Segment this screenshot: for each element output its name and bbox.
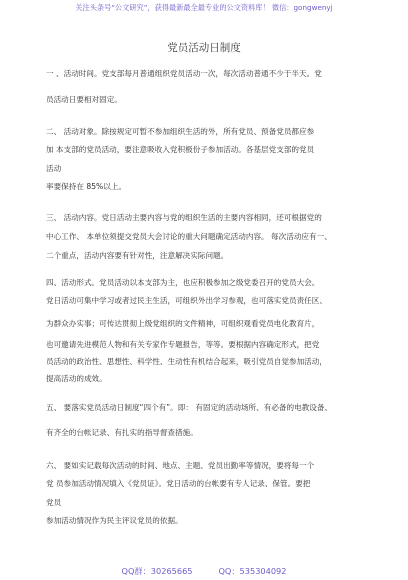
top-banner: 关注头条号“公文研究”，获得最新最全最专业的公文资料库！ 微信：gongwenyj bbox=[75, 3, 333, 12]
paragraph-line: 二、 活动对象。除按规定可暂不参加组织生活的外，所有党员、预备党员都应参 bbox=[46, 127, 315, 136]
paragraph-line: 员活动的政治性、思想性、科学性、生动性有机结合起来，吸引党员自觉参加活动， bbox=[46, 357, 327, 366]
qq-group-label: QQ群：30265665 bbox=[121, 566, 193, 576]
paragraph-line: 四、活动形式。党员活动以本支部为主，也应积极参加之级党委召开的党员大会。 bbox=[46, 278, 320, 287]
paragraph-line: 党日活动可集中学习或者过民主生活，可组织外出学习参观，也可落实党员责任区、 bbox=[46, 296, 327, 305]
paragraph-line: 活动 bbox=[46, 164, 62, 173]
paragraph-line: 为群众办实事；可传达贯彻上级党组织的文件精神，可组织观看党员电化教育片， bbox=[46, 319, 320, 328]
paragraph-line: 参加活动情况作为民主评议党员的依据。 bbox=[46, 516, 183, 525]
paragraph-line: 党员 bbox=[46, 498, 62, 507]
paragraph-line: 员活动日要相对固定。 bbox=[46, 95, 122, 104]
paragraph-line: 六、 要如实记载每次活动的时间、地点、主题、党员出勤率等情况，要将每一个 bbox=[46, 461, 315, 470]
page-title: 党员活动日制度 bbox=[167, 42, 241, 54]
paragraph-line: 也可邀请先进模范人物和有关专家作专题报告，等等。要根据内容确定形式，把党 bbox=[46, 340, 320, 349]
footer-contact bbox=[0, 566, 408, 577]
paragraph-line: 中心工作、 本单位须提交党员大会讨论的重大问题确定活动内容。 每次活动应有一、 bbox=[46, 232, 332, 241]
paragraph-line: 有齐全的台帐记录、有扎实的指导督查措施。 bbox=[46, 428, 198, 437]
paragraph-line: 党 员参加活动情况填入《党员证》。党日活动的台帐要有专人记录、保管。要把 bbox=[46, 479, 311, 488]
qq-label: QQ：535304092 bbox=[218, 566, 287, 576]
paragraph-line: 五、 要落实党员活动日制度“四个有”。即： 有固定的活动场所、有必备的电教设备、 bbox=[46, 403, 333, 412]
paragraph-line: 二个重点，活动内容要有针对性，注意解决实际问题。 bbox=[46, 251, 229, 260]
paragraph-line: 加 本支部的党员活动，要注意吸收入党积极份子参加活动。各基层党支部的党员 bbox=[46, 145, 315, 154]
paragraph-line: 三、 活动内容。党日活动主要内容与党的组织生活的主要内容相同，还可根据党的 bbox=[46, 213, 322, 222]
paragraph-line: 提高活动的成效。 bbox=[46, 374, 107, 383]
paragraph-line: 一 、活动时间。党支部每月普通组织党员活动一次，每次活动普通不少于半天。党 bbox=[46, 69, 322, 78]
paragraph-line: 率要保持在 85%以上。 bbox=[46, 182, 127, 191]
